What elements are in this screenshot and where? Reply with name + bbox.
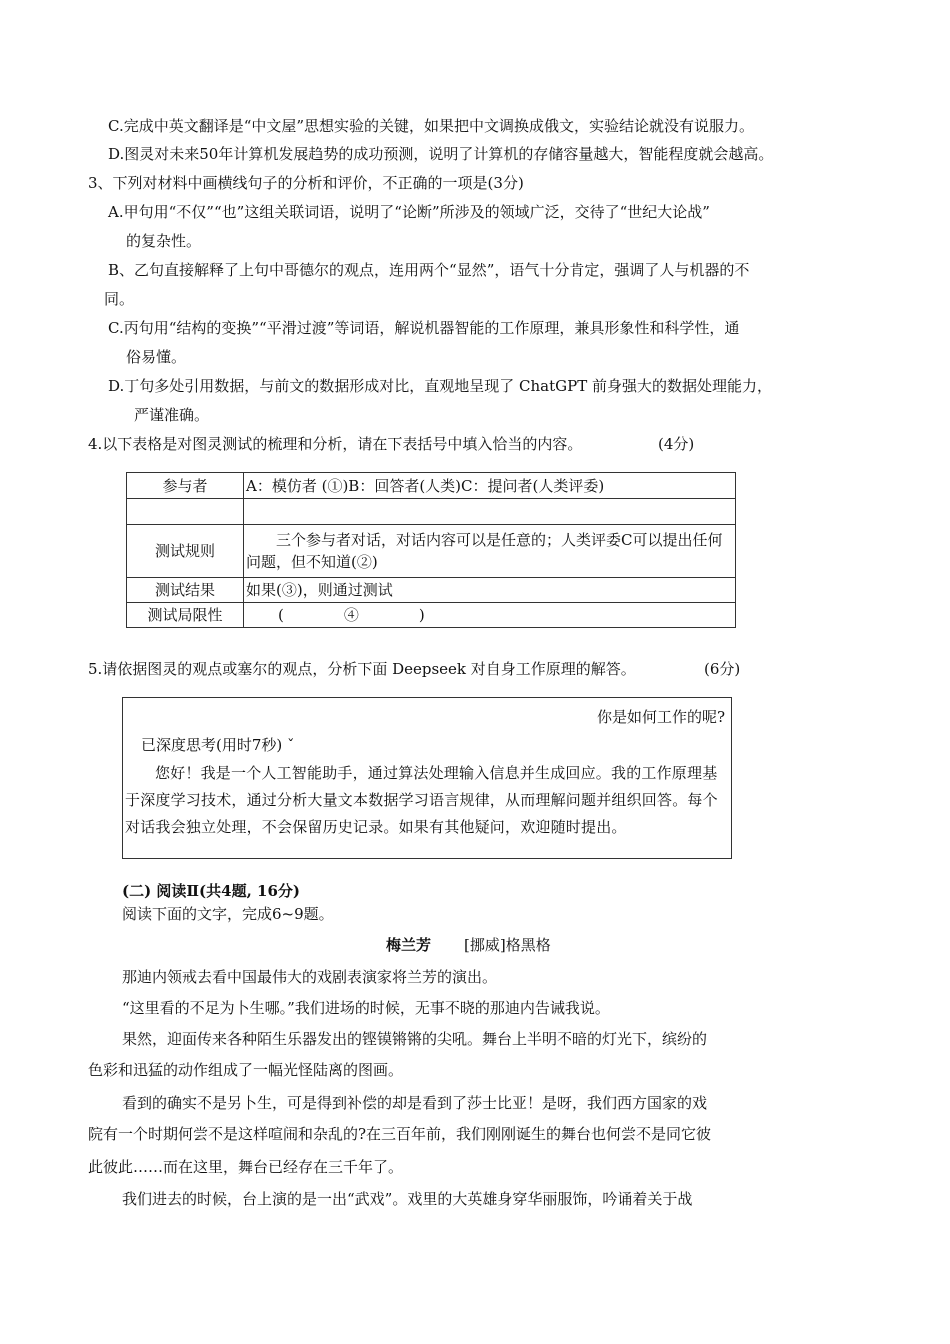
paragraph-3-line1: 果然，迎面传来各种陌生乐器发出的铿镆锵锵的尖吼。舞台上半明不暗的灯光下，缤纷的 [122, 1030, 708, 1048]
paragraph-1: 那迪内领戒去看中国最伟大的戏剧表演家将兰芳的演出。 [122, 968, 498, 986]
paragraph-5-line1: 我们进去的时候，台上演的是一出“武戏”。戏里的大英雄身穿华丽服饰，吟诵着关于战 [122, 1190, 693, 1208]
deepseek-chat-box [122, 697, 732, 859]
table-cell-label: 测试局限性 [127, 603, 244, 628]
table-cell-value: ( ④ ) [244, 603, 736, 628]
table-cell-label: 参与者 [127, 473, 244, 499]
paragraph-4-line3: 此彼此……而在这里，舞台已经存在三千年了。 [88, 1158, 404, 1176]
table-row [127, 499, 736, 525]
table-cell-value: A：模仿者 (①)B：回答者(人类)C：提问者(人类评委) [244, 473, 736, 499]
q3-option-d-line1: D.丁句多处引用数据，与前文的数据形成对比，直观地呈现了 ChatGPT 前身强大的数据处理能力， [108, 377, 772, 395]
table-cell-label: 测试结果 [127, 578, 244, 603]
section-instruction: 阅读下面的文字，完成6~9题。 [122, 905, 334, 923]
q3-option-a-line2: 的复杂性。 [126, 232, 202, 250]
table-cell-value: 如果(③)，则通过测试 [244, 578, 736, 603]
section-heading: (二) 阅读Ⅱ(共4题, 16分) [122, 882, 301, 900]
table-row [127, 473, 736, 499]
q3-option-c-line2: 俗易懂。 [126, 348, 187, 366]
user-question: 你是如何工作的呢? [596, 708, 725, 726]
q2-option-d: D.图灵对未来50年计算机发展趋势的成功预测，说明了计算机的存储容量越大，智能程度就会越高。 [108, 145, 774, 163]
table-row [127, 525, 736, 578]
paragraph-2: “这里看的不足为卜生哪。”我们进场的时候，无事不晓的那迪内告诫我说。 [122, 999, 610, 1017]
q4-stem: 4.以下表格是对图灵测试的梳理和分析，请在下表括号中填入恰当的内容。 [88, 435, 583, 453]
paragraph-4-line2: 院有一个时期何尝不是这样喧闹和杂乱的?在三百年前，我们刚刚诞生的舞台也何尝不是同它彼 [88, 1125, 712, 1143]
q5-score: (6分) [704, 660, 741, 678]
table-row [127, 578, 736, 603]
q3-option-d-line2: 严谨准确。 [134, 406, 210, 424]
assistant-answer: 您好！我是一个人工智能助手，通过算法处理输入信息并生成回应。我的工作原理基于深度学习技术，通过分析大量文本数据学习语言规律，从而理解问题并组织回答。每个对话我会独立处理，不会保留历史记录。如果有其他疑问，欢迎随时提出。 [125, 764, 718, 836]
q3-option-b-line1: B、乙句直接解释了上句中哥德尔的观点，连用两个“显然”，语气十分肯定，强调了人与机器的不 [108, 261, 750, 279]
deep-thinking-status: 已深度思考(用时7秒) ˇ [141, 736, 295, 754]
article-author: [挪威]格黑格 [464, 936, 551, 954]
turing-test-table [126, 472, 736, 628]
q3-option-c-line1: C.丙句用“结构的变换”“平滑过渡”等词语，解说机器智能的工作原理，兼具形象性和科学性，通 [108, 319, 740, 337]
q3-option-b-line2: 同。 [104, 290, 135, 308]
paragraph-3-line2: 色彩和迅猛的动作组成了一幅光怪陆离的图画。 [88, 1061, 404, 1079]
q3-option-a-line1: A.甲句用“不仅”“也”这组关联词语，说明了“论断”所涉及的领域广泛，交待了“世纪大论战” [108, 203, 710, 221]
q2-option-c: C.完成中英文翻译是“中文屋”思想实验的关键，如果把中文调换成俄文，实验结论就没有说服力。 [108, 117, 755, 135]
table-cell-label: 测试规则 [127, 525, 244, 578]
table-row [127, 603, 736, 628]
q4-score: (4分) [658, 435, 695, 453]
paragraph-4-line1: 看到的确实不是另卜生，可是得到补偿的却是看到了莎士比亚！是呀，我们西方国家的戏 [122, 1094, 708, 1112]
q3-stem: 3、下列对材料中画横线句子的分析和评价，不正确的一项是(3分) [88, 174, 524, 192]
table-cell-label [127, 499, 244, 525]
table-cell-value: 三个参与者对话，对话内容可以是任意的；人类评委C可以提出任何问题，但不知道(②) [244, 525, 736, 578]
table-cell-value [244, 499, 736, 525]
q5-stem: 5.请依据图灵的观点或塞尔的观点，分析下面 Deepseek 对自身工作原理的解答。 [88, 660, 636, 678]
article-title: 梅兰芳 [386, 936, 432, 954]
